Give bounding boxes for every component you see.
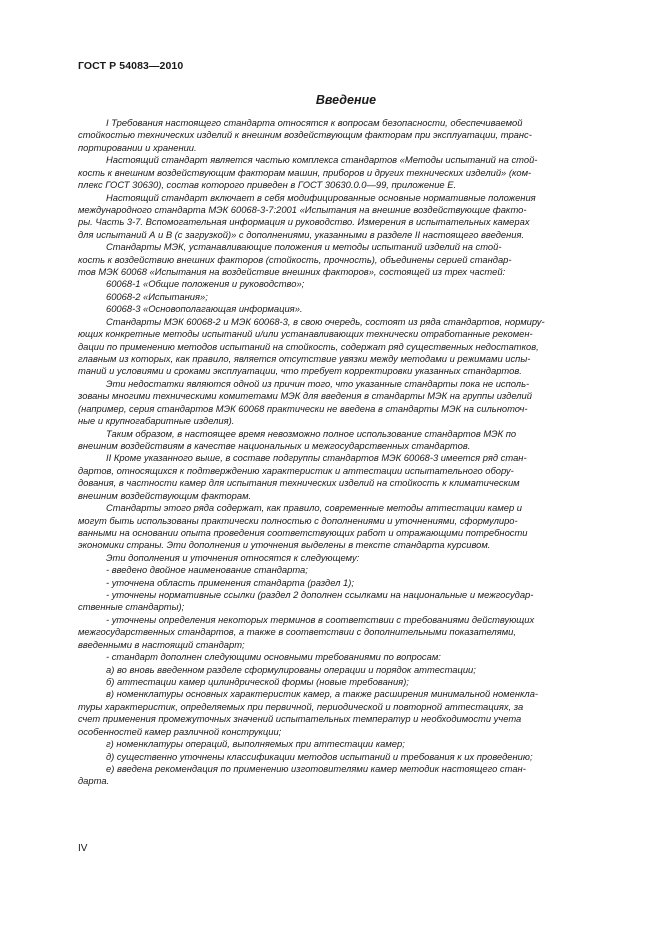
text-line: - уточнена область применения стандарта (раздел 1);	[106, 576, 354, 588]
text-line: Эти недостатки являются одной из причин того, что указанные стандарты пока не исполь-	[106, 377, 530, 389]
text-line: тов МЭК 60068 «Испытания на воздействие внешних факторов», состоящей из трех частей:	[78, 266, 506, 278]
text-line: - уточнены определения некоторых терминов в соответствии с требованиями действующих	[106, 613, 535, 625]
text-line: могут быть использованы практически полностью с дополнениями и уточнениями, сформулиро-	[78, 514, 518, 526]
body-text	[78, 117, 614, 788]
text-line: Настоящий стандарт включает в себя модифицированные основные нормативные положения	[106, 191, 536, 203]
text-line: ющих конкретные методы испытаний и/или устанавливающих технически отработанные рекомен-	[78, 328, 533, 340]
text-line: дарта.	[78, 775, 110, 787]
text-line: I Требования настоящего стандарта относятся к вопросам безопасности, обеспечиваемой	[106, 117, 523, 128]
text-line: экономики страны. Эти дополнения и уточнения выделены в тексте стандарта курсивом.	[78, 539, 491, 551]
text-line: стойкостью технических изделий к внешним воздействующим факторам при эксплуатации, транс-	[78, 129, 532, 141]
text-line: Стандарты этого ряда содержат, как правило, современные методы аттестации камер и	[106, 502, 522, 514]
text-line: плекс ГОСТ 30630), состав которого приведен в ГОСТ 30630.0.0—99, приложение Е.	[78, 179, 457, 191]
text-line: б) аттестации камер цилиндрической формы (новые требования);	[106, 675, 409, 687]
text-line: - уточнены нормативные ссылки (раздел 2 дополнен ссылками на национальные и межгосудар-	[106, 589, 534, 601]
text-line: кость к воздействию внешних факторов (стойкость, прочность), объединены серией стандар-	[78, 253, 512, 265]
text-line: внешним воздействиям в качестве национальных и межгосударственных стандартов.	[78, 439, 471, 451]
text-line: ры. Часть 3-7. Вспомогательная информация и руководство. Измерения в испытательных камерах	[78, 216, 530, 228]
text-line: г) номенклатуры операций, выполняемых при аттестации камер;	[106, 738, 405, 750]
text-line: международного стандарта МЭК 60068-3-7:2001 «Испытания на внешние воздействующие факто-	[78, 203, 527, 215]
text-line: 60068-1 «Общие положения и руководство»;	[106, 278, 305, 290]
text-line: межгосударственных стандартов, а также в соответствии с дополнительными показателями,	[78, 626, 516, 638]
text-line: II Кроме указанного выше, в составе подгруппы стандартов МЭК 60068-3 имеется ряд стан-	[106, 452, 527, 464]
text-line: введенными в настоящий стандарт;	[78, 638, 245, 650]
text-line: счет применения промежуточных значений испытательных температур и необходимости учета	[78, 713, 522, 725]
text-line: Настоящий стандарт является частью комплекса стандартов «Методы испытаний на стой-	[106, 154, 538, 166]
text-line: д) существенно уточнены классификации методов испытаний и требования к их проведению;	[106, 750, 533, 762]
text-line: в) номенклатуры основных характеристик камер, а также расширения минимальной номенкла-	[106, 688, 539, 700]
text-line: ные и крупногабаритные изделия).	[78, 415, 235, 427]
text-line: е) введена рекомендация по применению изготовителями камер методик настоящего стан-	[106, 762, 526, 774]
text-line: - стандарт дополнен следующими основными требованиями по вопросам:	[106, 651, 441, 663]
text-line: Стандарты МЭК 60068-2 и МЭК 60068-3, в свою очередь, состоят из ряда стандартов, нормиру-	[106, 315, 545, 327]
text-line: зованы многими техническими комитетами МЭК для введения в стандарты МЭК на группы изделий	[78, 390, 532, 402]
page-number: IV	[78, 843, 88, 854]
text-line: ственные стандарты);	[78, 601, 185, 613]
text-line: Стандарты МЭК, устанавливающие положения и методы испытаний изделий на стой-	[106, 241, 502, 253]
text-line: а) во вновь введенном разделе сформулированы операции и порядок аттестации;	[106, 663, 476, 675]
text-line: особенностей камер различной конструкции;	[78, 725, 282, 737]
text-line: для испытаний А и В (с загрузкой)» с дополнениями, указанными в разделе II настоящего введения.	[78, 228, 525, 240]
standard-header: ГОСТ Р 54083—2010	[78, 60, 184, 72]
text-line: таний и условиями и сроками эксплуатации, что требует корректировки указанных стандартов.	[78, 365, 522, 377]
text-line: главным из которых, как правило, является отсутствие увязки между методами и режимами испы-	[78, 353, 531, 365]
text-line: - введено двойное наименование стандарта;	[106, 564, 308, 576]
text-line: (например, серия стандартов МЭК 60068 практически не введена в стандарты МЭК на сильноточ-	[78, 402, 528, 414]
text-line: портировании и хранении.	[78, 141, 197, 153]
text-line: туры характеристик, определяемых при первичной, периодической и повторной аттестациях, за	[78, 700, 524, 712]
text-line: 60068-3 «Основополагающая информация».	[106, 303, 303, 315]
text-line: дации по применению методов испытаний на стойкость, содержат ряд существенных недостатков,	[78, 340, 539, 352]
text-line: дартов, относящихся к подтверждению характеристик и аттестации испытательного обору-	[78, 464, 514, 476]
text-line: Таким образом, в настоящее время невозможно полное использование стандартов МЭК по	[106, 427, 517, 439]
text-line: кость к внешним воздействующим факторам машин, приборов и других технических изделий» (ком-	[78, 166, 532, 178]
text-line: ванными на основании опыта проведения соответствующих работ и отражающими потребности	[78, 526, 528, 538]
section-title: Введение	[315, 93, 377, 107]
text-line: 60068-2 «Испытания»;	[106, 290, 208, 302]
text-line: Эти дополнения и уточнения относятся к следующему:	[106, 551, 360, 563]
text-line: внешним воздействующим факторам.	[78, 489, 252, 501]
text-line: дования, в частности камер для испытания технических изделий на стойкость к климатическим	[78, 477, 520, 489]
